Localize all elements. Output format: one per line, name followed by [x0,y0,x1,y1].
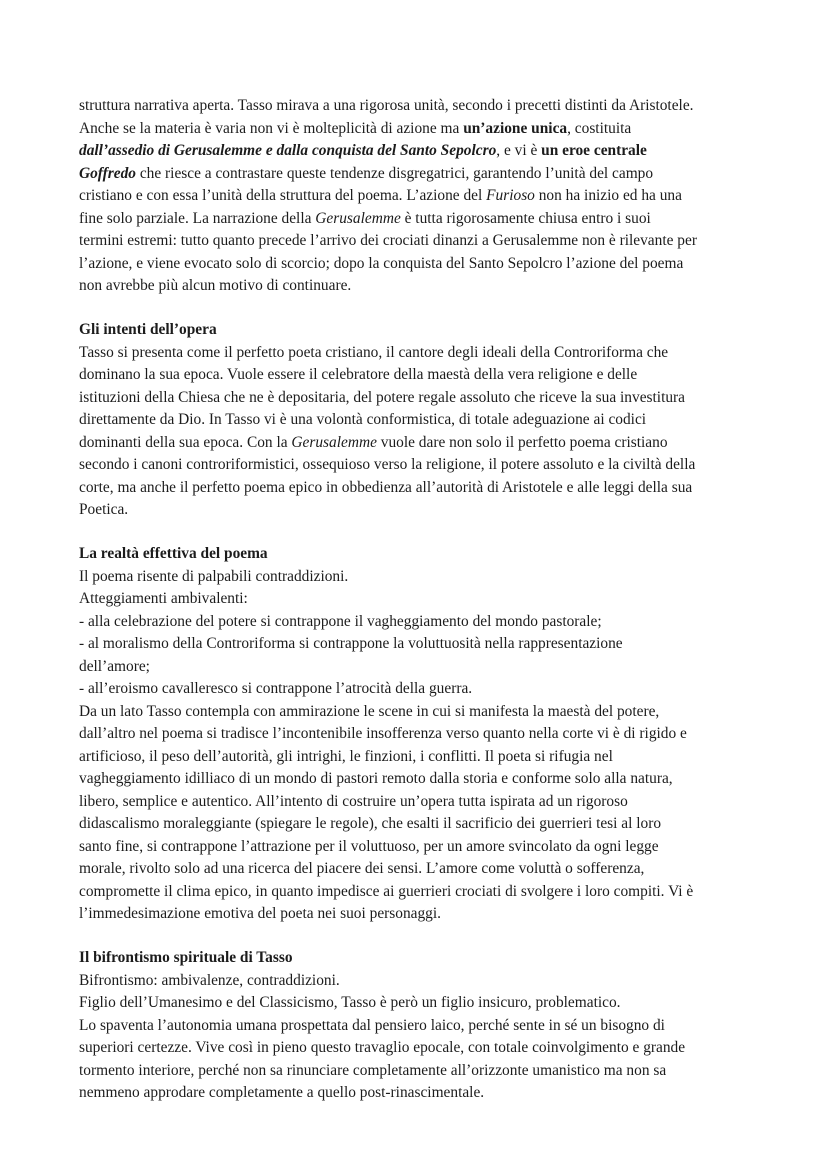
italic-text: Gerusalemme [291,433,377,451]
text-line: Poetica. [79,501,129,518]
bold-italic-text: dall’assedio di Gerusalemme e dalla conquista del Santo Sepolcro [79,142,497,159]
paragraph-gap [79,522,769,544]
text-line: termini estremi: tutto quanto precede l’arrivo dei crociati dinanzi a Gerusalemme non è rilevante per [79,232,697,249]
list-item: - alla celebrazione del potere si contrappone il vagheggiamento del mondo pastorale; [79,612,602,630]
section-heading: La realtà effettiva del poema [79,545,268,562]
text-line: Il poema risente di palpabili contraddizioni. [79,567,349,585]
text-line: Da un lato Tasso contempla con ammirazione le scene in cui si manifesta la maestà del potere, [79,702,660,720]
text-line: l’azione, e viene evocato solo di scorcio; dopo la conquista del Santo Sepolcro l’azione del poema [79,254,684,272]
text-line: santo fine, si contrappone l’attrazione per il voluttuoso, per un amore svincolato da ogni legge [79,837,659,855]
bifrontismo-section [79,947,769,1105]
text-line: Figlio dell’Umanesimo e del Classicismo, Tasso è però un figlio insicuro, problematico. [79,994,621,1011]
text-span: non ha inizio ed ha una [534,187,682,204]
text-line: non avrebbe più alcun motivo di continuare. [79,277,352,294]
text-line: dominano la sua epoca. Vuole essere il celebratore della maestà della vera religione e delle [79,366,638,383]
list-item: - al moralismo della Controriforma si contrappone la voluttuosità nella rappresentazione [79,635,623,652]
text-line: compromette il clima epico, in quanto impedisce ai guerrieri crociati di svolgere i loro compiti. Vi è [79,882,694,900]
text-line: corte, ma anche il perfetto poema epico in obbedienza all’autorità di Aristotele e alle leggi della sua [79,478,693,496]
italic-text: Gerusalemme [315,209,401,227]
italic-text: Furioso [486,187,535,204]
intenti-section [79,319,769,522]
text-span: fine solo parziale. La narrazione della [79,209,316,227]
text-line: Lo spaventa l’autonomia umana prospettata dal pensiero laico, perché sente in sé un bisogno di [79,1016,665,1034]
text-line: dall’altro nel poema si tradisce l’incontenibile insofferenza verso quanto nella corte vi è di rigido e [79,725,687,742]
text-line: Bifrontismo: ambivalenze, contraddizioni. [79,971,340,989]
text-line [79,208,769,231]
text-line [79,118,769,141]
section-heading: Gli intenti dell’opera [79,321,217,338]
document-page [79,95,769,1105]
text-line: superiori certezze. Vive così in pieno questo travaglio epocale, con totale coinvolgimento e grande [79,1039,686,1056]
text-span: cristiano e con essa l’unità della struttura del poema. L’azione del [79,187,487,204]
text-span: , e vi è [496,142,542,159]
text-line: Tasso si presenta come il perfetto poeta cristiano, il cantore degli ideali della Controriforma che [79,343,669,361]
text-line [79,185,769,208]
text-span: Anche se la materia è varia non vi è molteplicità di azione ma [79,119,464,137]
section-heading: Il bifrontismo spirituale di Tasso [79,949,293,966]
text-line: nemmeno approdare completamente a quello post-rinascimentale. [79,1084,485,1101]
text-span: , costituita [567,119,632,137]
text-line: didascalismo moraleggiante (spiegare le regole), che esalti il sacrificio dei guerrieri tesi al loro [79,815,662,832]
list-item: - all’eroismo cavalleresco si contrappone l’atrocità della guerra. [79,680,473,697]
text-span: che riesce a contrastare queste tendenze disgregatrici, garantendo l’unità del campo [136,164,654,182]
text-line [79,432,769,455]
text-line: artificioso, il peso dell’autorità, gli intrighi, le finzioni, i conflitti. Il poeta si rifugia nel [79,747,613,765]
bold-text: un’azione unica [463,119,568,137]
text-line: l’immedesimazione emotiva del poeta nei suoi personaggi. [79,905,442,922]
bold-italic-text: Goffredo [79,164,136,182]
bold-text: un eroe centrale [541,142,647,159]
text-span: vuole dare non solo il perfetto poema cristiano [376,433,668,451]
text-span: è tutta rigorosamente chiusa entro i suoi [400,209,651,227]
text-line: morale, rivolto solo ad una ricerca del piacere dei sensi. L’amore come voluttà o sofferenza, [79,860,645,877]
text-line: tormento interiore, perché non sa rinunciare completamente all’orizzonte umanistico ma non sa [79,1061,667,1079]
text-line [79,163,769,186]
intro-paragraph [79,95,769,298]
text-span: dominanti della sua epoca. Con la [79,433,292,451]
text-line: struttura narrativa aperta. Tasso mirava a una rigorosa unità, secondo i precetti distinti da Aristotele. [79,97,694,114]
text-line [79,140,769,163]
text-line: direttamente da Dio. In Tasso vi è una volontà conformistica, di totale adeguazione ai codici [79,411,647,428]
text-line: dell’amore; [79,657,150,675]
realta-section [79,543,769,926]
text-line: Atteggiamenti ambivalenti: [79,590,248,607]
text-line: libero, semplice e autentico. All’intento di costruire un’opera tutta ispirata ad un rigoroso [79,792,628,810]
paragraph-gap [79,926,769,948]
paragraph-gap [79,298,769,320]
text-line: vagheggiamento idilliaco di un mondo di pastori remoto dalla storia e conforme solo alla natura, [79,770,673,787]
text-line: secondo i canoni controriformistici, ossequioso verso la religione, il potere assoluto e la civiltà della [79,456,696,473]
text-line: istituzioni della Chiesa che ne è depositaria, del potere regale assoluto che riceve la sua investitura [79,388,685,406]
